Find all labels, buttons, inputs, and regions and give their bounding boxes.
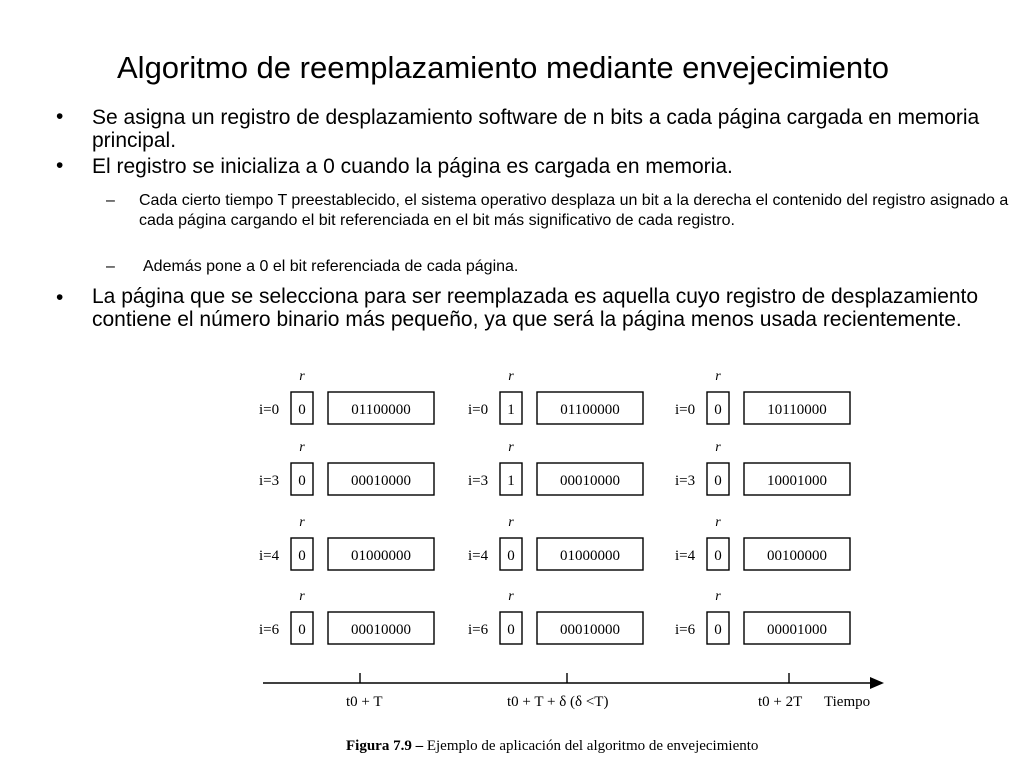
r-label: r <box>508 440 514 455</box>
figure-caption-text: Ejemplo de aplicación del algoritmo de envejecimiento <box>426 738 759 754</box>
referenced-bit-value: 0 <box>714 402 722 418</box>
r-label: r <box>715 369 721 384</box>
shift-register-value: 01000000 <box>351 548 411 564</box>
shift-register-value: 00010000 <box>351 622 411 638</box>
figure-caption <box>346 738 758 754</box>
shift-register-value: 10110000 <box>767 402 827 418</box>
referenced-bit-value: 0 <box>507 548 515 564</box>
r-label: r <box>508 515 514 530</box>
bullet-3: La página que se selecciona para ser reemplazada es aquella cuyo registro de desplazamiento contiene el número binario más pequeño, ya que será la página menos usada recientemente. <box>92 285 979 331</box>
bullet-marker: • <box>56 286 64 309</box>
referenced-bit-value: 0 <box>507 622 515 638</box>
time-label: t0 + 2T <box>758 694 803 710</box>
slide-title: Algoritmo de reemplazamiento mediante envejecimiento <box>117 50 889 85</box>
shift-register-value: 00001000 <box>767 622 827 638</box>
referenced-bit-value: 0 <box>298 548 306 564</box>
subbullet-2: Además pone a 0 el bit referenciada de cada página. <box>143 258 519 275</box>
shift-register-value: 00010000 <box>560 473 620 489</box>
r-label: r <box>299 369 305 384</box>
r-label: r <box>299 515 305 530</box>
r-label: r <box>715 589 721 604</box>
bullet-1: Se asigna un registro de desplazamiento software de n bits a cada página cargada en memoria principal. <box>92 106 980 152</box>
r-label: r <box>299 589 305 604</box>
bullet-marker: • <box>56 105 64 128</box>
page-index-label: i=6 <box>468 622 489 638</box>
referenced-bit-value: 0 <box>298 473 306 489</box>
r-label: r <box>508 369 514 384</box>
page-index-label: i=3 <box>675 473 696 489</box>
referenced-bit-value: 0 <box>714 548 722 564</box>
shift-register-value: 01000000 <box>560 548 620 564</box>
page-index-label: i=4 <box>468 548 489 564</box>
page-index-label: i=3 <box>468 473 489 489</box>
page-index-label: i=6 <box>675 622 696 638</box>
shift-register-value: 01100000 <box>351 402 411 418</box>
time-axis-arrowhead <box>870 677 884 689</box>
r-label: r <box>508 589 514 604</box>
referenced-bit-value: 0 <box>714 622 722 638</box>
subbullet-1: Cada cierto tiempo T preestablecido, el sistema operativo desplaza un bit a la derecha el contenido del registro asignado a cada página cargando el bit referenciada en el bit más significativo de cada registro. <box>139 192 1009 229</box>
referenced-bit-value: 1 <box>507 473 515 489</box>
shift-register-value: 00010000 <box>351 473 411 489</box>
time-axis-label: Tiempo <box>824 694 871 710</box>
subbullet-marker: – <box>106 258 115 275</box>
referenced-bit-value: 0 <box>298 402 306 418</box>
bullet-marker: • <box>56 154 64 177</box>
referenced-bit-value: 1 <box>507 402 515 418</box>
page-index-label: i=6 <box>259 622 280 638</box>
r-label: r <box>715 515 721 530</box>
page-index-label: i=0 <box>259 402 280 418</box>
time-label: t0 + T <box>346 694 383 710</box>
shift-register-value: 01100000 <box>560 402 620 418</box>
page-index-label: i=0 <box>675 402 696 418</box>
r-label: r <box>715 440 721 455</box>
page-index-label: i=3 <box>259 473 280 489</box>
shift-register-value: 00100000 <box>767 548 827 564</box>
time-label: t0 + T + δ (δ <T) <box>507 694 609 710</box>
page-index-label: i=0 <box>468 402 489 418</box>
referenced-bit-value: 0 <box>298 622 306 638</box>
subbullet-marker: – <box>106 192 115 209</box>
r-label: r <box>299 440 305 455</box>
figure-caption-number: Figura 7.9 – <box>346 738 427 754</box>
bullet-2: El registro se inicializa a 0 cuando la página es cargada en memoria. <box>92 155 733 178</box>
page-index-label: i=4 <box>675 548 696 564</box>
shift-register-value: 00010000 <box>560 622 620 638</box>
referenced-bit-value: 0 <box>714 473 722 489</box>
shift-register-value: 10001000 <box>767 473 827 489</box>
page-index-label: i=4 <box>259 548 280 564</box>
